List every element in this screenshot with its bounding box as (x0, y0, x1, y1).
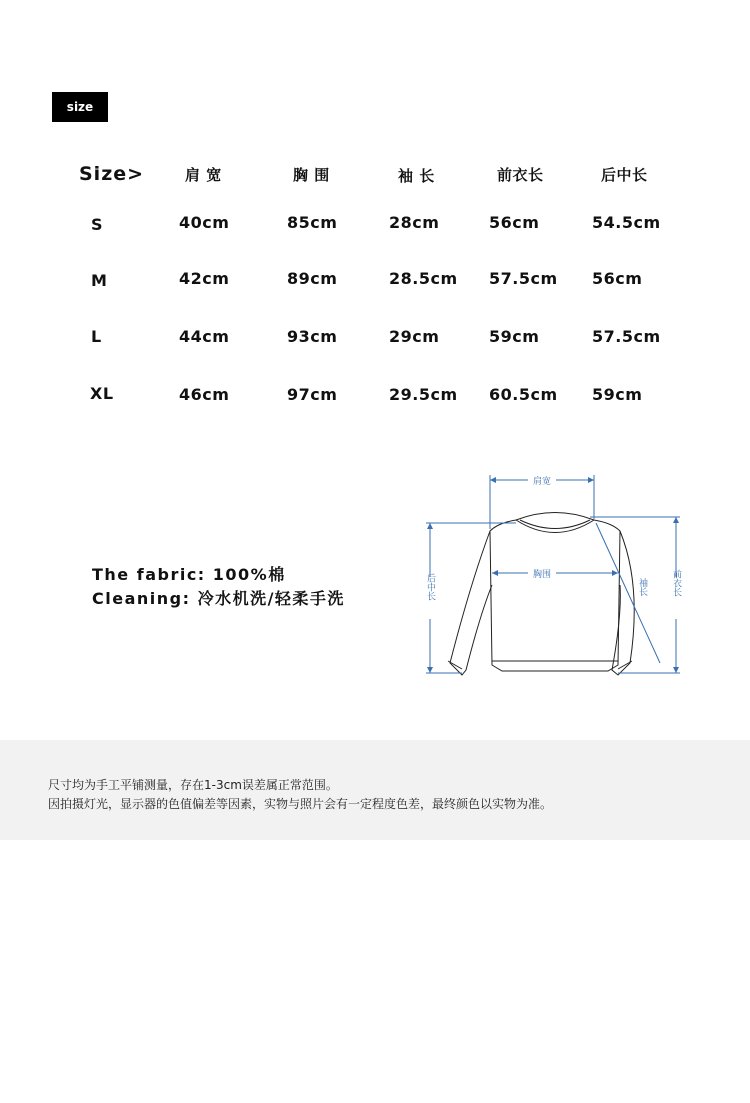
header-front-length: 前衣长 (497, 166, 544, 184)
table-cell: 57.5cm (489, 269, 558, 288)
size-label: XL (90, 384, 114, 403)
chest-label: 胸围 (532, 570, 552, 580)
table-cell: 28.5cm (389, 269, 458, 288)
sweater-diagram (420, 465, 690, 685)
table-cell: 28cm (389, 213, 440, 232)
table-cell: 59cm (592, 385, 643, 404)
header-size: Size> (79, 163, 145, 185)
table-cell: 29cm (389, 327, 440, 346)
note-line-2: 因拍摄灯光，显示器的色值偏差等因素，实物与照片会有一定程度色差，最终颜色以实物为准。 (48, 797, 553, 811)
size-label: L (91, 327, 102, 346)
sleeve-label: 袖长 (637, 578, 647, 596)
table-cell: 89cm (287, 269, 338, 288)
header-sleeve: 袖 长 (398, 167, 435, 185)
size-label: S (91, 215, 104, 234)
sweater-illustration (420, 465, 690, 685)
table-cell: 44cm (179, 327, 230, 346)
table-cell: 93cm (287, 327, 338, 346)
header-chest: 胸 围 (293, 166, 330, 184)
back-length-label: 后中长 (425, 573, 435, 601)
table-cell: 54.5cm (592, 213, 661, 232)
table-cell: 60.5cm (489, 385, 558, 404)
table-cell: 85cm (287, 213, 338, 232)
size-tag: size (52, 92, 108, 122)
fabric-info: The fabric: 100%棉 (92, 565, 286, 584)
note-line-1: 尺寸均为手工平铺测量，存在1-3cm误差属正常范围。 (48, 778, 338, 792)
front-length-label: 前衣长 (671, 569, 681, 597)
table-cell: 57.5cm (592, 327, 661, 346)
shoulder-label: 肩宽 (532, 477, 552, 487)
header-back-length: 后中长 (601, 166, 648, 184)
cleaning-info: Cleaning: 冷水机洗/轻柔手洗 (92, 589, 345, 608)
size-label: M (91, 271, 108, 290)
table-cell: 59cm (489, 327, 540, 346)
table-cell: 56cm (592, 269, 643, 288)
table-cell: 56cm (489, 213, 540, 232)
table-cell: 46cm (179, 385, 230, 404)
table-cell: 97cm (287, 385, 338, 404)
table-cell: 29.5cm (389, 385, 458, 404)
table-cell: 42cm (179, 269, 230, 288)
note-panel (0, 740, 750, 840)
table-cell: 40cm (179, 213, 230, 232)
header-shoulder: 肩 宽 (185, 166, 222, 184)
